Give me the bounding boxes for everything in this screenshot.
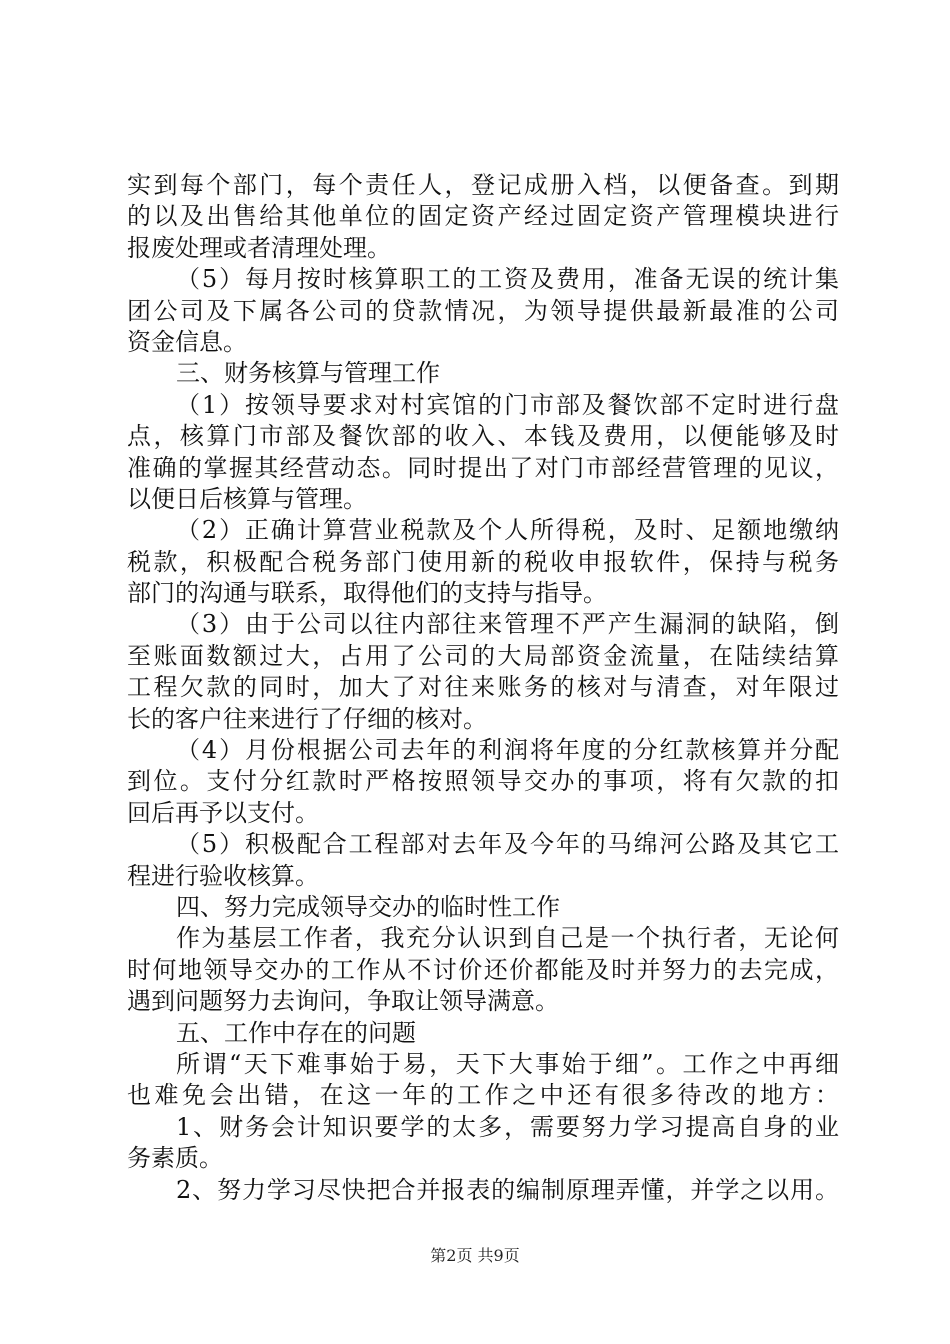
text-line: 至账面数额过大，占用了公司的大局部资金流量，在陆续结算 (127, 641, 839, 670)
text-line: 长的客户往来进行了仔细的核对。 (127, 704, 487, 733)
text-line: 实到每个部门，每个责任人，登记成册入档，以便备查。到期 (127, 171, 839, 199)
text-line: 务素质。 (127, 1144, 223, 1173)
text-line: 税款，积极配合税务部门使用新的税收申报软件，保持与税务 (127, 547, 839, 576)
text-line: 准确的掌握其经营动态。同时提出了对门市部经营管理的见议， (127, 453, 839, 482)
text-line: 以便日后核算与管理。 (127, 484, 367, 513)
document-body (127, 170, 839, 1206)
page-footer: 第2页 共9页 (430, 1246, 520, 1265)
text-line: （1）按领导要求对村宾馆的门市部及餐饮部不定时进行盘 (176, 390, 839, 419)
text-line: 作为基层工作者，我充分认识到自己是一个执行者，无论何 (176, 924, 839, 953)
text-line: 时何地领导交办的工作从不讨价还价都能及时并努力的去完成， (127, 955, 839, 984)
text-line: 回后再予以支付。 (127, 798, 319, 827)
text-line: 五、工作中存在的问题 (176, 1018, 416, 1047)
text-line: 2、努力学习尽快把合并报表的编制原理弄懂，并学之以用。 (176, 1175, 839, 1204)
text-line: 1、财务会计知识要学的太多，需要努力学习提高自身的业 (176, 1112, 839, 1141)
text-line: 三、财务核算与管理工作 (176, 359, 440, 388)
text-line: 的以及出售给其他单位的固定资产经过固定资产管理模块进行 (127, 202, 839, 231)
text-line: 报废处理或者清理处理。 (127, 233, 391, 262)
text-line: （2）正确计算营业税款及个人所得税，及时、足额地缴纳 (176, 516, 839, 545)
text-line: 到位。支付分红款时严格按照领导交办的事项，将有欠款的扣 (127, 767, 839, 796)
text-line: 所谓“天下难事始于易，天下大事始于细”。工作之中再细 (176, 1049, 839, 1078)
text-line: （5）积极配合工程部对去年及今年的马绵河公路及其它工 (176, 830, 839, 859)
text-line: 点，核算门市部及餐饮部的收入、本钱及费用，以便能够及时 (127, 422, 839, 451)
text-line: 程进行验收核算。 (127, 861, 319, 890)
text-line: （4）月份根据公司去年的利润将年度的分红款核算并分配 (176, 736, 839, 765)
text-line: 也难免会出错，在这一年的工作之中还有很多待改的地方： (127, 1081, 839, 1110)
text-line: 工程欠款的同时，加大了对往来账务的核对与清查，对年限过 (127, 673, 839, 702)
text-line: 团公司及下属各公司的贷款情况，为领导提供最新最准的公司 (127, 296, 839, 325)
text-line: （3）由于公司以往内部往来管理不严产生漏洞的缺陷，倒 (176, 610, 839, 639)
text-line: 遇到问题努力去询问，争取让领导满意。 (127, 987, 559, 1016)
text-line: 部门的沟通与联系，取得他们的支持与指导。 (127, 579, 607, 608)
text-line: （5）每月按时核算职工的工资及费用，准备无误的统计集 (176, 265, 839, 294)
text-line: 四、努力完成领导交办的临时性工作 (176, 892, 560, 921)
text-line: 资金信息。 (127, 327, 247, 356)
